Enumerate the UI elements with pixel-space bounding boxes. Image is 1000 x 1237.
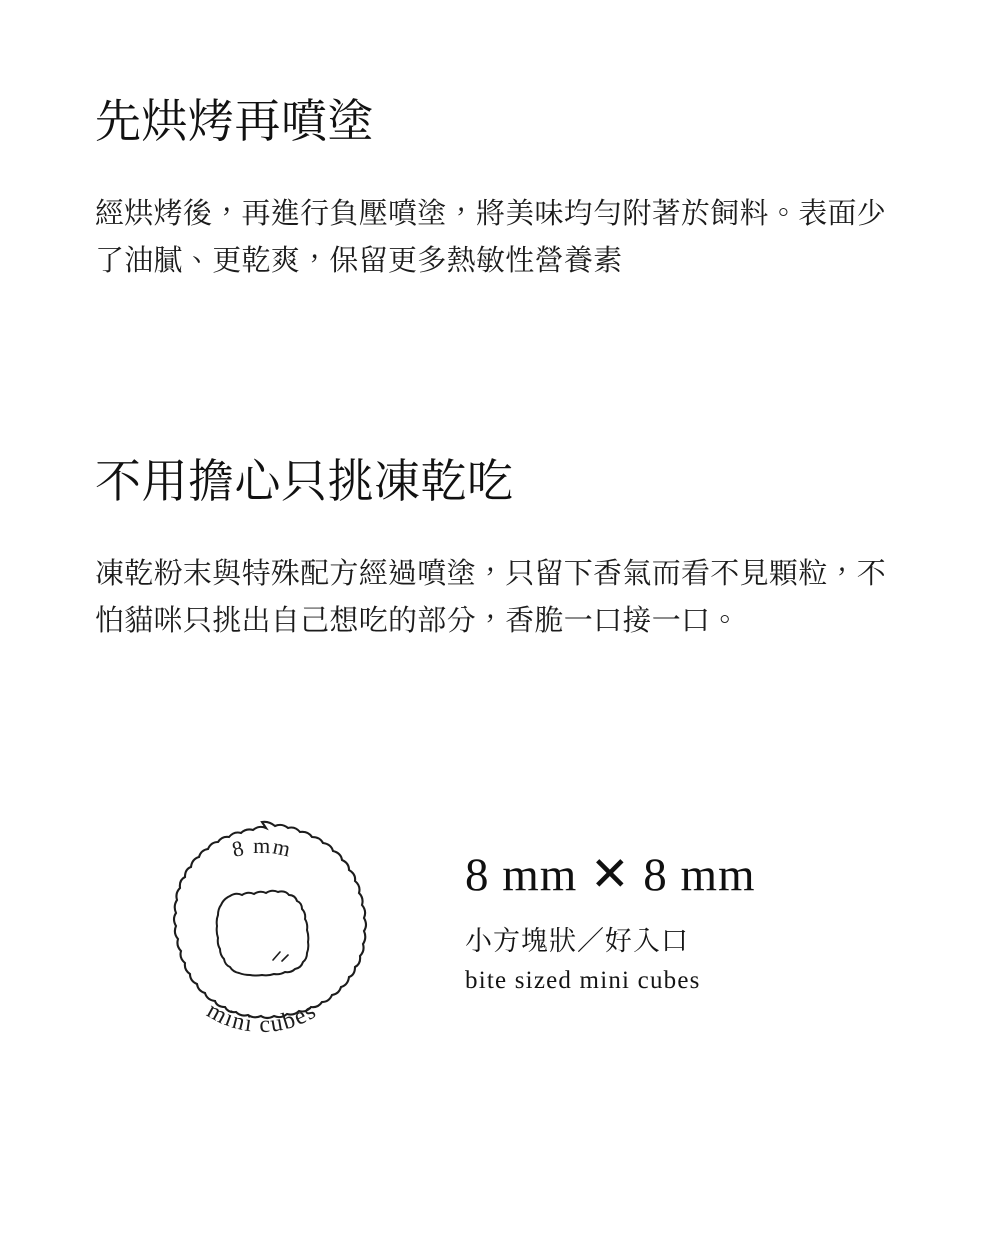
section-no-picky-eating bbox=[95, 455, 915, 645]
size-subtitle-en: bite sized mini cubes bbox=[465, 966, 701, 994]
svg-text:mini cubes bbox=[203, 997, 322, 1038]
section-body: 凍乾粉末與特殊配方經過噴塗，只留下香氣而看不見顆粒，不怕貓咪只挑出自己想吃的部分，香脆一口接一口。 bbox=[95, 558, 887, 638]
size-info bbox=[465, 850, 895, 997]
stamp-top-label: 8 mm bbox=[229, 832, 295, 862]
section-heading: 不用擔心只挑凍乾吃 bbox=[95, 456, 514, 507]
svg-text:8 mm bbox=[229, 833, 294, 862]
section-body: 經烘烤後，再進行負壓噴塗，將美味均勻附著於飼料。表面少了油膩、更乾爽，保留更多熱敏性營養素 bbox=[95, 198, 887, 278]
size-subtitle-zh: 小方塊狀／好入口 bbox=[465, 925, 689, 956]
section-heading: 先烘烤再噴塗 bbox=[95, 96, 374, 147]
size-badge-block bbox=[95, 790, 915, 1080]
mini-cubes-stamp-icon bbox=[125, 800, 395, 1060]
size-title: 8 mm ✕ 8 mm bbox=[465, 849, 756, 901]
stamp-bottom-label: mini cubes bbox=[202, 997, 322, 1039]
section-baked-then-coated bbox=[95, 95, 915, 285]
